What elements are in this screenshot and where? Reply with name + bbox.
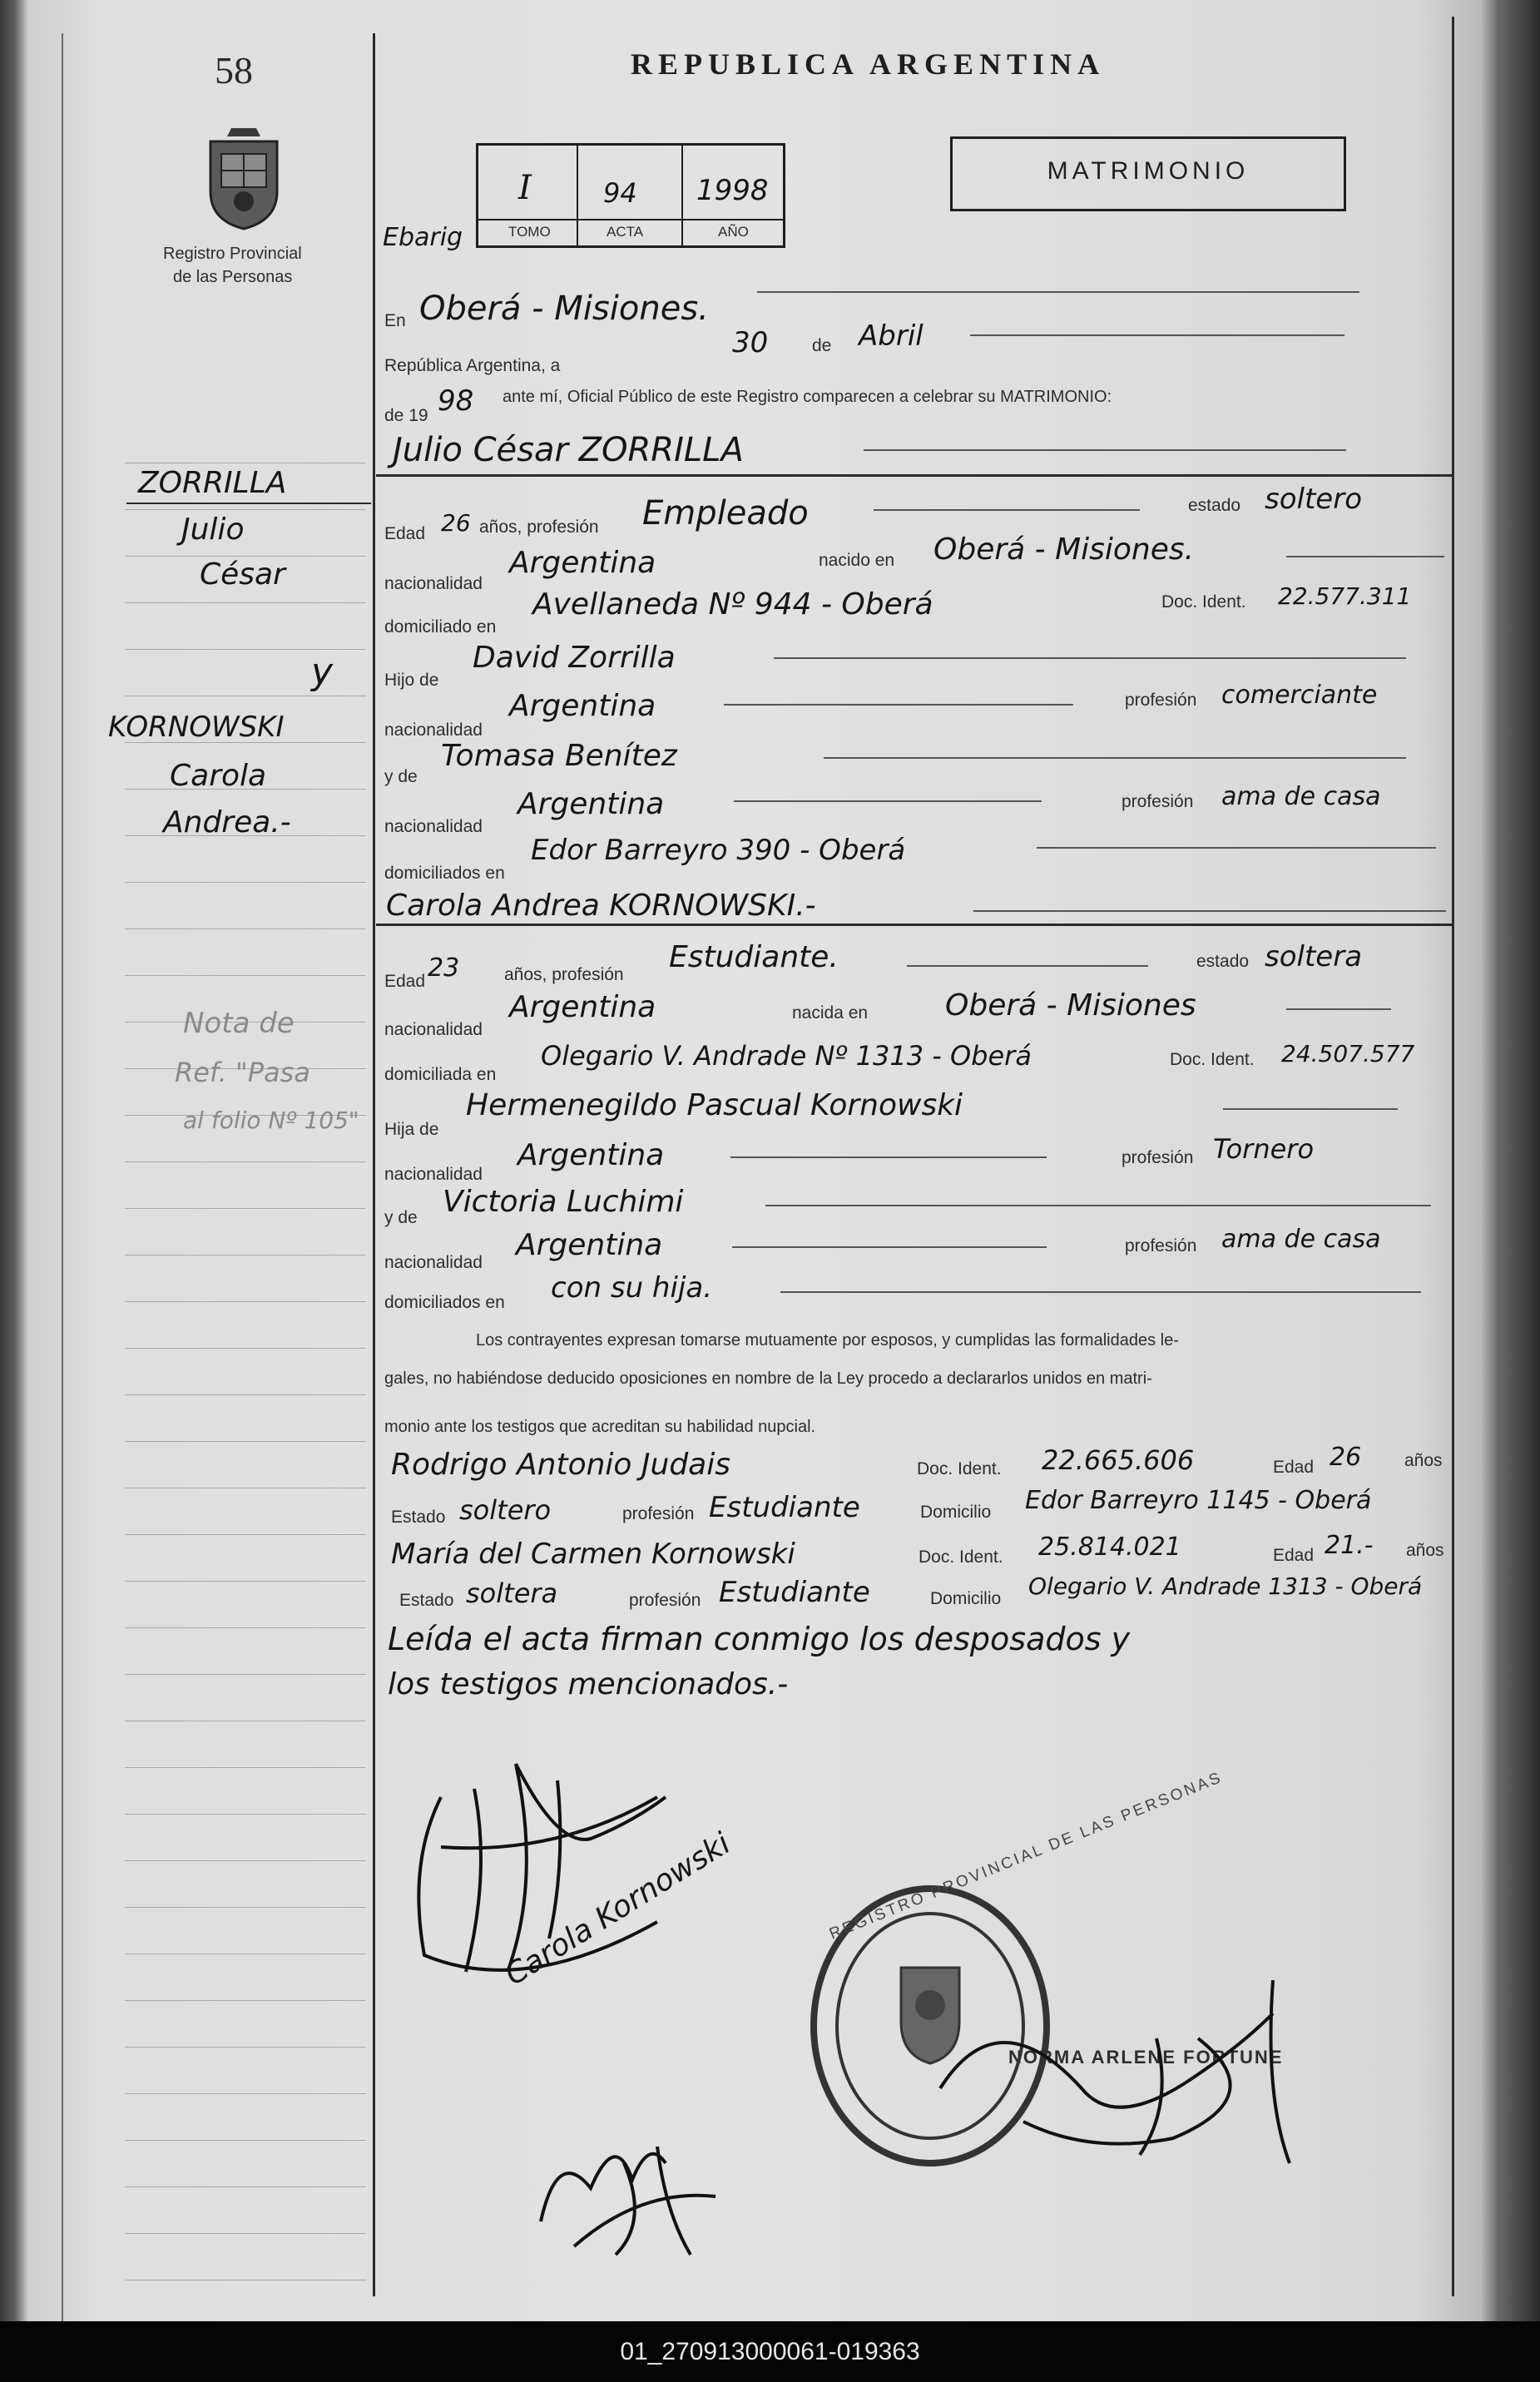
groom-anos-profesion-label: años, profesión <box>479 518 599 537</box>
groom-nationality: Argentina <box>509 546 656 580</box>
margin-ruled-line <box>125 2233 366 2234</box>
closing-line1: Leída el acta firman conmigo los desposados y <box>388 1621 1131 1657</box>
witness2-domicilio-label: Domicilio <box>930 1589 1002 1608</box>
margin-ruled-line <box>125 1534 366 1535</box>
margin-ruled-line <box>125 602 366 603</box>
witness2-address: Olegario V. Andrade 1313 - Oberá <box>1028 1572 1423 1600</box>
closing-line2: los testigos mencionados.- <box>388 1667 789 1701</box>
bride-signature: Carola Kornowski <box>499 1826 737 1993</box>
stamp-ring-text: REGISTRO PROVINCIAL DE LAS PERSONAS <box>827 1768 1226 1944</box>
bride-nacida-label: nacida en <box>792 1003 869 1023</box>
bride-doc-label: Doc. Ident. <box>1170 1050 1255 1069</box>
margin-ruled-line <box>125 882 366 883</box>
margin-ruled-line <box>125 1767 366 1768</box>
date-day: 30 <box>732 326 769 359</box>
republica-label: República Argentina, a <box>384 356 561 375</box>
bride-father-nationality: Argentina <box>517 1138 665 1172</box>
margin-note-line3: al folio Nº 105" <box>183 1107 359 1134</box>
groom-hijo-label: Hijo de <box>384 671 439 690</box>
margin-ruled-line <box>125 2000 366 2001</box>
declaration-line2: gales, no habiéndose deducido oposiciones en nombre de la Ley procedo a declararlos unidos en matri- <box>384 1369 1152 1388</box>
witness2-civil-state: soltera <box>466 1577 558 1609</box>
bride-father: Hermenegildo Pascual Kornowski <box>466 1088 963 1122</box>
witness1-doc-label: Doc. Ident. <box>917 1459 1002 1478</box>
margin-ruled-line <box>125 2186 366 2187</box>
witness1-age: 26 <box>1330 1443 1362 1472</box>
year-prefix: de 19 <box>384 406 428 425</box>
declaration-line3: monio ante los testigos que acreditan su habilidad nupcial. <box>384 1418 816 1436</box>
left-page-edge <box>62 33 63 2321</box>
margin-note-line1: Nota de <box>183 1007 295 1040</box>
witness2-profesion-label: profesión <box>629 1591 701 1610</box>
margin-bride-given2: Andrea.- <box>163 805 291 839</box>
bride-mother-nationality: Argentina <box>516 1228 663 1262</box>
registry-name-line1: Registro Provincial <box>163 245 302 263</box>
witness2-doc: 25.814.021 <box>1038 1533 1181 1562</box>
margin-ruled-line <box>125 1907 366 1908</box>
witness-signature-icon <box>524 2113 724 2263</box>
groom-mother-nationality: Argentina <box>517 787 665 821</box>
de-label: de <box>812 336 832 355</box>
groom-father: David Zorrilla <box>473 641 676 675</box>
bride-full-name: Carola Andrea KORNOWSKI.- <box>386 889 816 923</box>
acta-value: 94 <box>603 177 637 209</box>
groom-father-prof-label: profesión <box>1125 691 1197 710</box>
witness2-doc-label: Doc. Ident. <box>919 1548 1003 1567</box>
bride-nationality: Argentina <box>509 990 656 1024</box>
witness2-estado-label: Estado <box>399 1591 454 1610</box>
bride-mother-nat-label: nacionalidad <box>384 1253 483 1272</box>
margin-name-rule <box>126 503 371 504</box>
bride-profession: Estudiante. <box>669 940 839 974</box>
bride-mother-profession: ama de casa <box>1221 1225 1381 1254</box>
right-border <box>1452 17 1454 2296</box>
witness2-edad-label: Edad <box>1273 1546 1315 1565</box>
groom-full-name: Julio César ZORRILLA <box>393 431 744 469</box>
groom-address: Avellaneda Nº 944 - Oberá <box>532 587 933 621</box>
witness1-profession: Estudiante <box>709 1491 860 1524</box>
margin-ruled-line <box>125 2047 366 2048</box>
margin-ruled-line <box>125 1441 366 1442</box>
margin-ruled-line <box>125 1860 366 1861</box>
registry-name-line2: de las Personas <box>173 268 293 286</box>
bride-father-profession: Tornero <box>1213 1133 1315 1165</box>
tomo-label: TOMO <box>508 224 551 240</box>
witness1-doc: 22.665.606 <box>1042 1444 1195 1476</box>
groom-yde-label: y de <box>384 767 418 786</box>
witness2-name: María del Carmen Kornowski <box>391 1538 795 1571</box>
margin-ruled-line <box>125 509 366 510</box>
margin-ruled-line <box>125 1814 366 1815</box>
year-suffix: 98 <box>438 384 474 418</box>
margin-ruled-line <box>125 556 366 557</box>
bride-father-nat-label: nacionalidad <box>384 1165 483 1184</box>
margin-bride-surname: KORNOWSKI <box>108 711 285 744</box>
bride-section-rule <box>376 924 1454 926</box>
witness2-anos-label: años <box>1406 1541 1444 1560</box>
image-caption: 01_270913000061-019363 <box>0 2321 1540 2382</box>
bride-anos-profesion-label: años, profesión <box>504 965 624 984</box>
officer-signature-icon <box>924 1964 1339 2180</box>
groom-parents-dom-label: domiciliados en <box>384 864 505 883</box>
groom-mother-profession: ama de casa <box>1221 782 1381 811</box>
groom-nacionalidad-label: nacionalidad <box>384 574 483 593</box>
groom-father-profession: comerciante <box>1221 681 1378 710</box>
margin-ruled-line <box>125 975 366 976</box>
witness1-edad-label: Edad <box>1273 1458 1315 1477</box>
groom-birthplace: Oberá - Misiones. <box>933 532 1195 567</box>
groom-mother: Tomasa Benítez <box>441 739 677 773</box>
groom-age: 26 <box>441 509 471 537</box>
declaration-line1: Los contrayentes expresan tomarse mutuamente por esposos, y cumplidas las formalidades le- <box>476 1331 1179 1349</box>
witness1-profesion-label: profesión <box>622 1504 695 1523</box>
page-heading: REPUBLICA ARGENTINA <box>631 47 1106 81</box>
witness1-name: Rodrigo Antonio Judais <box>391 1448 730 1482</box>
acta-label: ACTA <box>607 224 644 240</box>
witness1-anos-label: años <box>1404 1451 1443 1470</box>
bride-birthplace: Oberá - Misiones <box>945 988 1196 1023</box>
intro-text: ante mí, Oficial Público de este Registro comparecen a celebrar su MATRIMONIO: <box>503 388 1112 406</box>
witness1-civil-state: soltero <box>459 1494 552 1526</box>
margin-ruled-line <box>125 1674 366 1675</box>
bride-mother: Victoria Luchimi <box>443 1185 684 1219</box>
groom-section-rule <box>376 474 1454 477</box>
margin-ruled-line <box>125 1394 366 1395</box>
margin-ruled-line <box>125 1581 366 1582</box>
bride-edad-label: Edad <box>384 972 426 991</box>
groom-father-nationality: Argentina <box>509 689 656 723</box>
tomo-value: I <box>518 169 532 207</box>
bride-domicilio-label: domiciliada en <box>384 1065 497 1084</box>
margin-groom-given2: César <box>200 557 285 592</box>
margin-divider <box>373 33 375 2296</box>
act-number-box <box>476 143 785 248</box>
en-label: En <box>384 311 406 330</box>
ano-label: AÑO <box>718 224 749 240</box>
margin-ruled-line <box>125 2093 366 2094</box>
groom-domicilio-label: domiciliado en <box>384 617 497 636</box>
groom-profession: Empleado <box>642 494 809 532</box>
bride-doc: 24.507.577 <box>1281 1040 1415 1067</box>
witness1-domicilio-label: Domicilio <box>920 1503 992 1522</box>
act-side-mark: Ebarig <box>383 223 463 252</box>
margin-groom-given1: Julio <box>181 513 245 547</box>
groom-civil-state: soltero <box>1265 483 1362 516</box>
margin-ruled-line <box>125 649 366 650</box>
witness2-age: 21.- <box>1325 1531 1374 1560</box>
witness2-profession: Estudiante <box>719 1576 870 1609</box>
matrimonio-title: MATRIMONIO <box>1047 157 1250 185</box>
bride-address: Olegario V. Andrade Nº 1313 - Oberá <box>541 1040 1032 1072</box>
margin-bride-given1: Carola <box>170 759 267 793</box>
stamp-officer-text: NORMA ARLENE FORTUNE <box>1008 2047 1284 2068</box>
margin-ruled-line <box>125 1348 366 1349</box>
groom-mother-prof-label: profesión <box>1122 792 1194 811</box>
groom-mother-nat-label: nacionalidad <box>384 817 483 836</box>
ano-value: 1998 <box>696 174 769 207</box>
date-month: Abril <box>859 319 924 353</box>
groom-parents-address: Edor Barreyro 390 - Oberá <box>531 834 906 867</box>
margin-ruled-line <box>125 2140 366 2141</box>
bride-father-prof-label: profesión <box>1122 1148 1194 1167</box>
coat-of-arms-icon <box>190 125 298 233</box>
bride-age: 23 <box>428 953 460 983</box>
bride-mother-prof-label: profesión <box>1125 1236 1197 1255</box>
place-city: Oberá - Misiones. <box>419 290 709 328</box>
margin-ruled-line <box>125 1627 366 1628</box>
groom-doc: 22.577.311 <box>1278 582 1412 610</box>
groom-edad-label: Edad <box>384 524 426 543</box>
margin-ruled-line <box>125 1161 366 1162</box>
margin-note-line2: Ref. "Pasa <box>175 1057 310 1088</box>
bride-hija-label: Hija de <box>384 1120 439 1139</box>
witness1-estado-label: Estado <box>391 1508 446 1527</box>
page-number: 58 <box>215 49 253 92</box>
bride-parents-address: con su hija. <box>551 1271 713 1305</box>
margin-connector: y <box>311 651 334 693</box>
groom-doc-label: Doc. Ident. <box>1161 592 1246 612</box>
groom-nacido-label: nacido en <box>819 551 895 570</box>
margin-ruled-line <box>125 1208 366 1209</box>
groom-father-nat-label: nacionalidad <box>384 721 483 740</box>
bride-parents-dom-label: domiciliados en <box>384 1293 505 1312</box>
groom-estado-label: estado <box>1188 496 1241 515</box>
margin-ruled-line <box>125 1301 366 1302</box>
matrimonio-box <box>950 136 1346 211</box>
bride-civil-state: soltera <box>1265 940 1363 973</box>
margin-groom-surname: ZORRILLA <box>138 466 287 500</box>
witness1-address: Edor Barreyro 1145 - Oberá <box>1025 1486 1372 1515</box>
bride-yde-label: y de <box>384 1208 418 1227</box>
bride-nacionalidad-label: nacionalidad <box>384 1020 483 1039</box>
bride-estado-label: estado <box>1196 952 1250 971</box>
